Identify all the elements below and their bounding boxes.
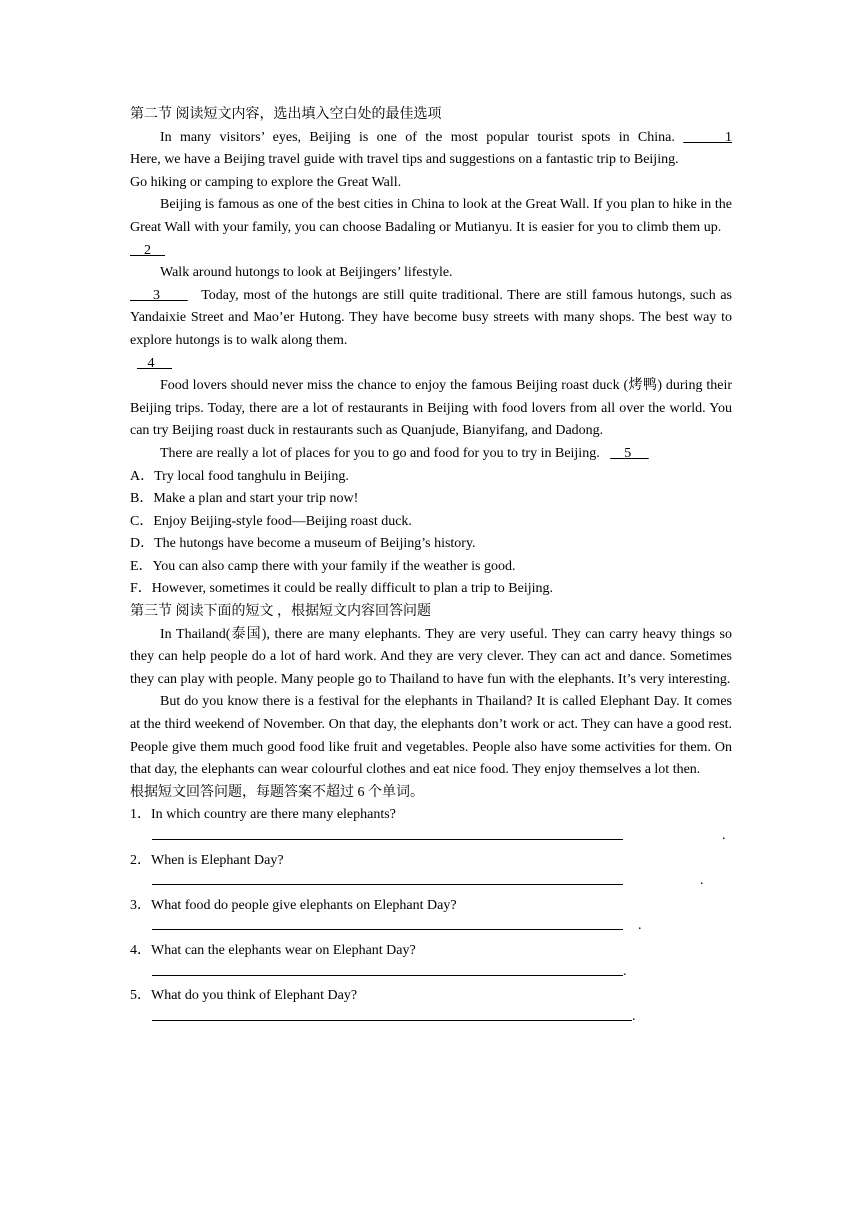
subheading-hutongs: Walk around hutongs to look at Beijingers’ lifestyle. — [160, 265, 453, 281]
question-number: 5． — [130, 988, 151, 1004]
blank-5[interactable] — [610, 446, 649, 461]
option-label: E． — [130, 558, 153, 574]
option-text: You can also camp there with your family if the weather is good. — [152, 558, 516, 574]
question-number: 4． — [130, 942, 151, 958]
blank-3-number: 3 — [153, 287, 161, 303]
question-2 — [130, 850, 732, 873]
question-list — [130, 804, 732, 1030]
answer-line-1[interactable] — [152, 827, 732, 850]
answer-end-mark: . — [632, 1008, 636, 1024]
answer-end-mark: . — [638, 918, 642, 934]
question-number: 3． — [130, 897, 151, 913]
paragraph-1-text: In many visitors’ eyes, Beijing is one of the most popular tourist spots in China. — [160, 129, 675, 145]
option-text: Try local food tanghulu in Beijing. — [154, 468, 349, 484]
option-label: A． — [130, 468, 155, 484]
question-text: What do you think of Elephant Day? — [151, 988, 358, 1004]
option-label: D． — [130, 536, 155, 552]
blank-1-number: 1 — [725, 129, 733, 145]
option-text: Make a plan and start your trip now! — [153, 491, 359, 507]
paragraph-2-text: Beijing is famous as one of the best cities in China to look at the Great Wall. If you plan to hike in the Great Wall with your family, you can choose Badaling or Mutianyu. It is easier for you to climb them up. — [130, 197, 732, 235]
option-label: B． — [130, 491, 154, 507]
answer-end-mark: . — [623, 963, 627, 979]
question-text: When is Elephant Day? — [151, 852, 284, 868]
question-1 — [130, 804, 732, 827]
question-3 — [130, 895, 732, 918]
paragraph-5-text: There are really a lot of places for you to go and food for you to try in Beijing. — [160, 445, 600, 461]
option-text: However, sometimes it could be really difficult to plan a trip to Beijing. — [151, 581, 553, 597]
blank-2-number: 2 — [144, 242, 151, 258]
subheading-great-wall: Go hiking or camping to explore the Great Wall. — [130, 174, 402, 190]
answer-line-2[interactable] — [152, 872, 732, 895]
option-d[interactable] — [130, 533, 732, 556]
section3-heading: 第三节 阅读下面的短文 ，根据短文内容回答问题 — [130, 604, 431, 620]
question-number: 2． — [130, 852, 151, 868]
question-text: In which country are there many elephants? — [151, 807, 396, 823]
option-text: Enjoy Beijing-style food—Beijing roast duck. — [153, 513, 412, 529]
option-e[interactable] — [130, 556, 732, 579]
answer-end-mark: . — [700, 873, 704, 889]
blank-4[interactable] — [137, 356, 172, 371]
paragraph-3-text: Today, most of the hutongs are still quite traditional. There are still famous hutongs, such as Yandaixie Street and Mao’er Hutong. They have become busy streets with many shops. The best way to explore hutongs is to walk along them. — [130, 287, 733, 348]
paragraph-2 — [130, 194, 732, 262]
blank-4-line — [130, 353, 732, 376]
answer-end-mark: . — [722, 828, 726, 843]
paragraph-3 — [130, 285, 732, 353]
option-label: F． — [130, 581, 152, 597]
question-4 — [130, 940, 732, 963]
option-b[interactable] — [130, 488, 732, 511]
question-5 — [130, 985, 732, 1008]
options-list — [130, 466, 732, 602]
paragraph-4: Food lovers should never miss the chance to enjoy the famous Beijing roast duck (烤鸭) during their Beijing trips. Today, there are a lot of restaurants in Beijing with food lovers from all over the world. You can try Beijing roast duck in restaurants such as Quanjude, Bianyifang, and Dadong. — [130, 378, 732, 439]
paragraph-5 — [130, 443, 732, 466]
blank-3[interactable] — [130, 288, 188, 303]
section2-heading: 第二节 阅读短文内容，选出填入空白处的最佳选项 — [130, 107, 442, 122]
option-c[interactable] — [130, 511, 732, 534]
answer-instruction: 根据短文回答问题，每题答案不超过 6 个单词。 — [130, 784, 424, 800]
blank-1[interactable] — [683, 130, 732, 145]
blank-2[interactable] — [130, 243, 165, 258]
paragraph-1-continued: Here, we have a Beijing travel guide with travel tips and suggestions on a fantastic trip to Beijing. — [130, 152, 679, 168]
option-a[interactable] — [130, 466, 732, 489]
paragraph-1 — [130, 127, 732, 150]
thailand-paragraph-1: In Thailand(泰国), there are many elephants. They are very useful. They can carry heavy things so they can help people do a lot of hard work. And they are very clever. They can act and dance. Sometimes they can play with people. Many people go to Thailand to have fun with the elephants. It’s very interesting. — [130, 626, 732, 687]
answer-line-3[interactable] — [152, 917, 732, 940]
answer-line-4[interactable] — [152, 963, 732, 986]
thailand-paragraph-2: But do you know there is a festival for the elephants in Thailand? It is called Elephant Day. It comes at the third weekend of November. On that day, the elephants don’t work or act. They can have a good rest. People give them much good food like fruit and vegetables. People also have some activities for them. On that day, the elephants can wear colourful clothes and eat nice food. They enjoy themselves a lot then. — [130, 694, 732, 778]
blank-4-number: 4 — [147, 355, 155, 371]
question-text: What food do people give elephants on Elephant Day? — [151, 897, 457, 913]
question-number: 1． — [130, 807, 151, 823]
answer-line-5[interactable] — [152, 1008, 732, 1031]
worksheet-page — [130, 104, 732, 1030]
option-text: The hutongs have become a museum of Beijing’s history. — [154, 536, 476, 552]
option-f[interactable] — [130, 578, 732, 601]
question-text: What can the elephants wear on Elephant Day? — [151, 942, 416, 958]
blank-5-number: 5 — [624, 445, 632, 461]
option-label: C． — [130, 513, 154, 529]
